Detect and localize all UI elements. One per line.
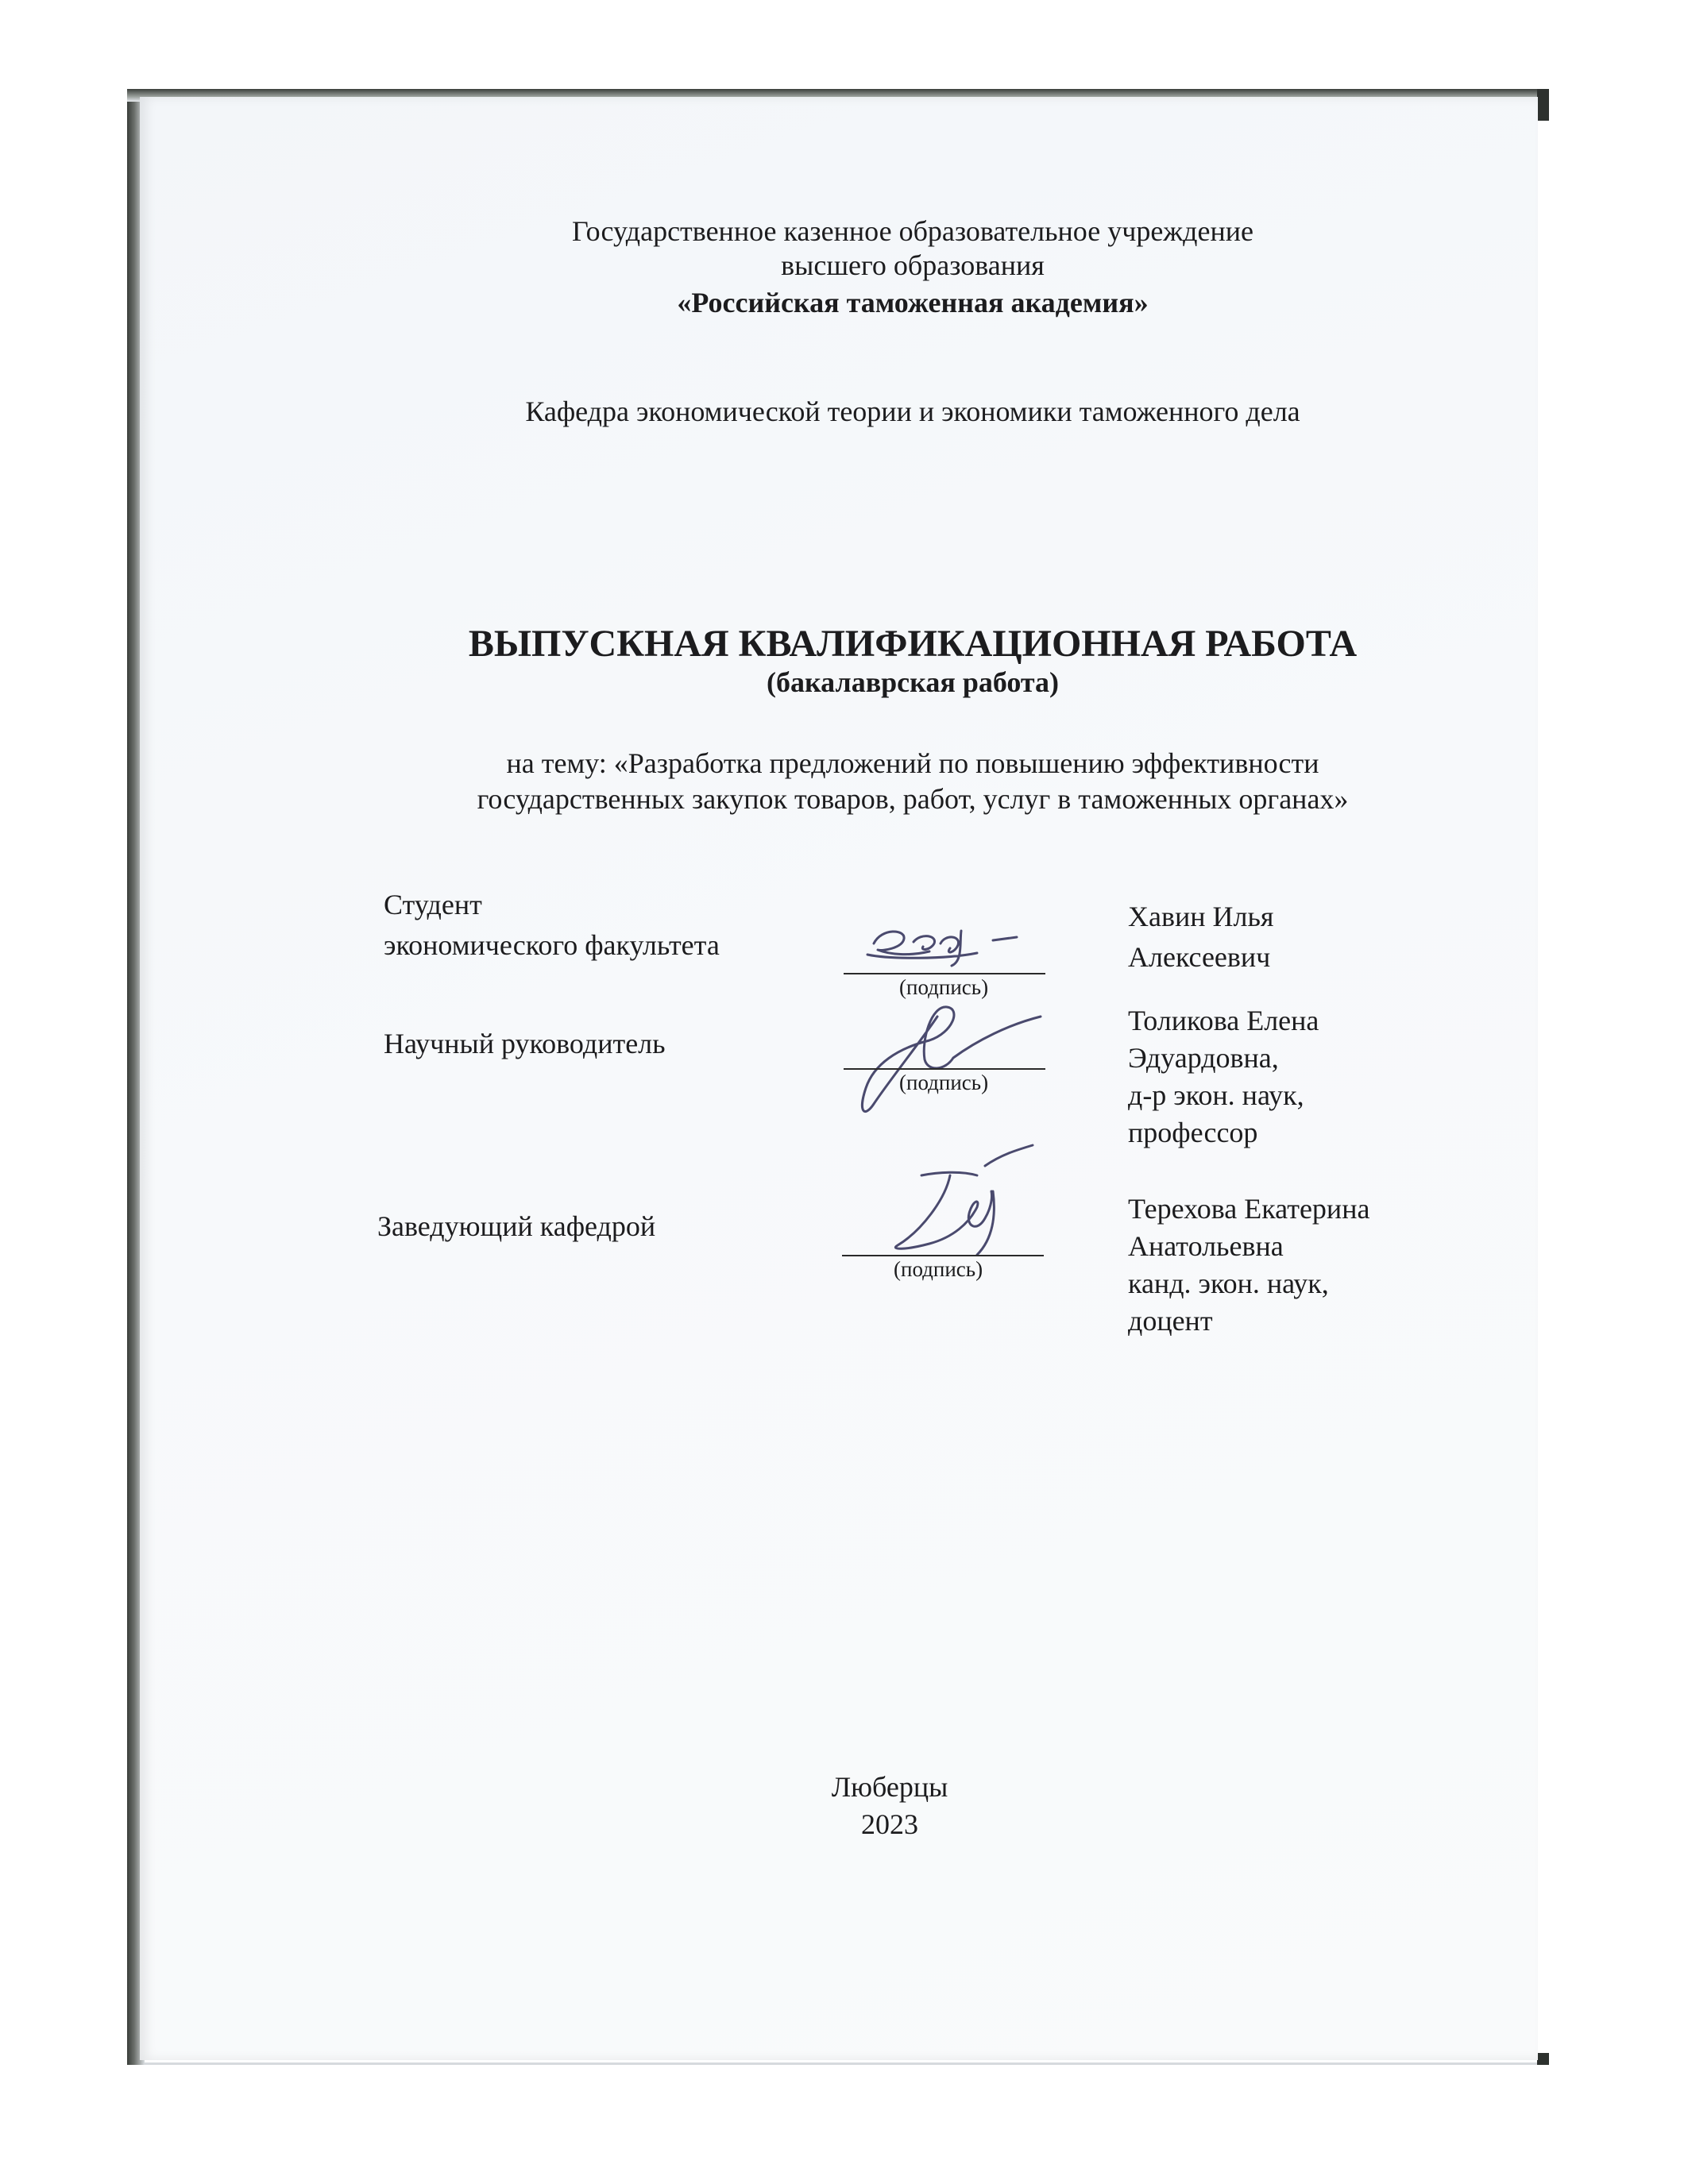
student-signature-caption: (подпись)	[899, 975, 989, 999]
head-signature	[874, 1144, 1049, 1263]
scan-edge-corner-bottom-right	[1537, 2053, 1549, 2065]
head-name-line-4: доцент	[1128, 1305, 1213, 1337]
title-page-sheet	[140, 97, 1538, 2060]
head-name-line-1: Терехова Екатерина	[1128, 1193, 1370, 1225]
supervisor-name-line-1: Толикова Елена	[1128, 1005, 1319, 1036]
head-name-line-2: Анатольевна	[1128, 1230, 1284, 1262]
head-signature-caption: (подпись)	[894, 1257, 983, 1281]
city: Люберцы	[831, 1771, 948, 1803]
work-topic-line-1: на тему: «Разработка предложений по повышению эффективности	[506, 747, 1319, 779]
supervisor-signature-line	[844, 1068, 1045, 1070]
student-role-line-2: экономического факультета	[384, 929, 720, 961]
work-subtitle: (бакалаврская работа)	[767, 666, 1059, 698]
scan-edge-corner-top-right	[1537, 89, 1549, 121]
work-topic-line-2: государственных закупок товаров, работ, услуг в таможенных органах»	[477, 783, 1349, 815]
student-signature-line	[844, 973, 1045, 974]
department-name: Кафедра экономической теории и экономики таможенного дела	[525, 396, 1300, 427]
supervisor-role: Научный руководитель	[384, 1028, 666, 1059]
student-role-line-1: Студент	[384, 889, 482, 920]
head-name-line-3: канд. экон. наук,	[1128, 1268, 1329, 1299]
supervisor-name-line-3: д-р экон. наук,	[1128, 1079, 1304, 1111]
supervisor-signature-caption: (подпись)	[899, 1071, 989, 1094]
student-name-line-2: Алексеевич	[1128, 941, 1271, 973]
head-role: Заведующий кафедрой	[377, 1210, 656, 1242]
institution-line-1: Государственное казенное образовательное учреждение	[572, 215, 1253, 247]
supervisor-name-line-2: Эдуардовна,	[1128, 1042, 1279, 1074]
supervisor-name-line-4: профессор	[1128, 1117, 1258, 1148]
institution-line-2: высшего образования	[781, 249, 1045, 281]
year: 2023	[861, 1808, 918, 1840]
institution-name: «Российская таможенная академия»	[677, 287, 1149, 318]
student-name-line-1: Хавин Илья	[1128, 901, 1274, 932]
supervisor-signature	[842, 993, 1049, 1128]
work-title: ВЫПУСКНАЯ КВАЛИФИКАЦИОННАЯ РАБОТА	[468, 623, 1358, 665]
student-signature	[858, 920, 1033, 975]
head-signature-line	[842, 1255, 1044, 1256]
